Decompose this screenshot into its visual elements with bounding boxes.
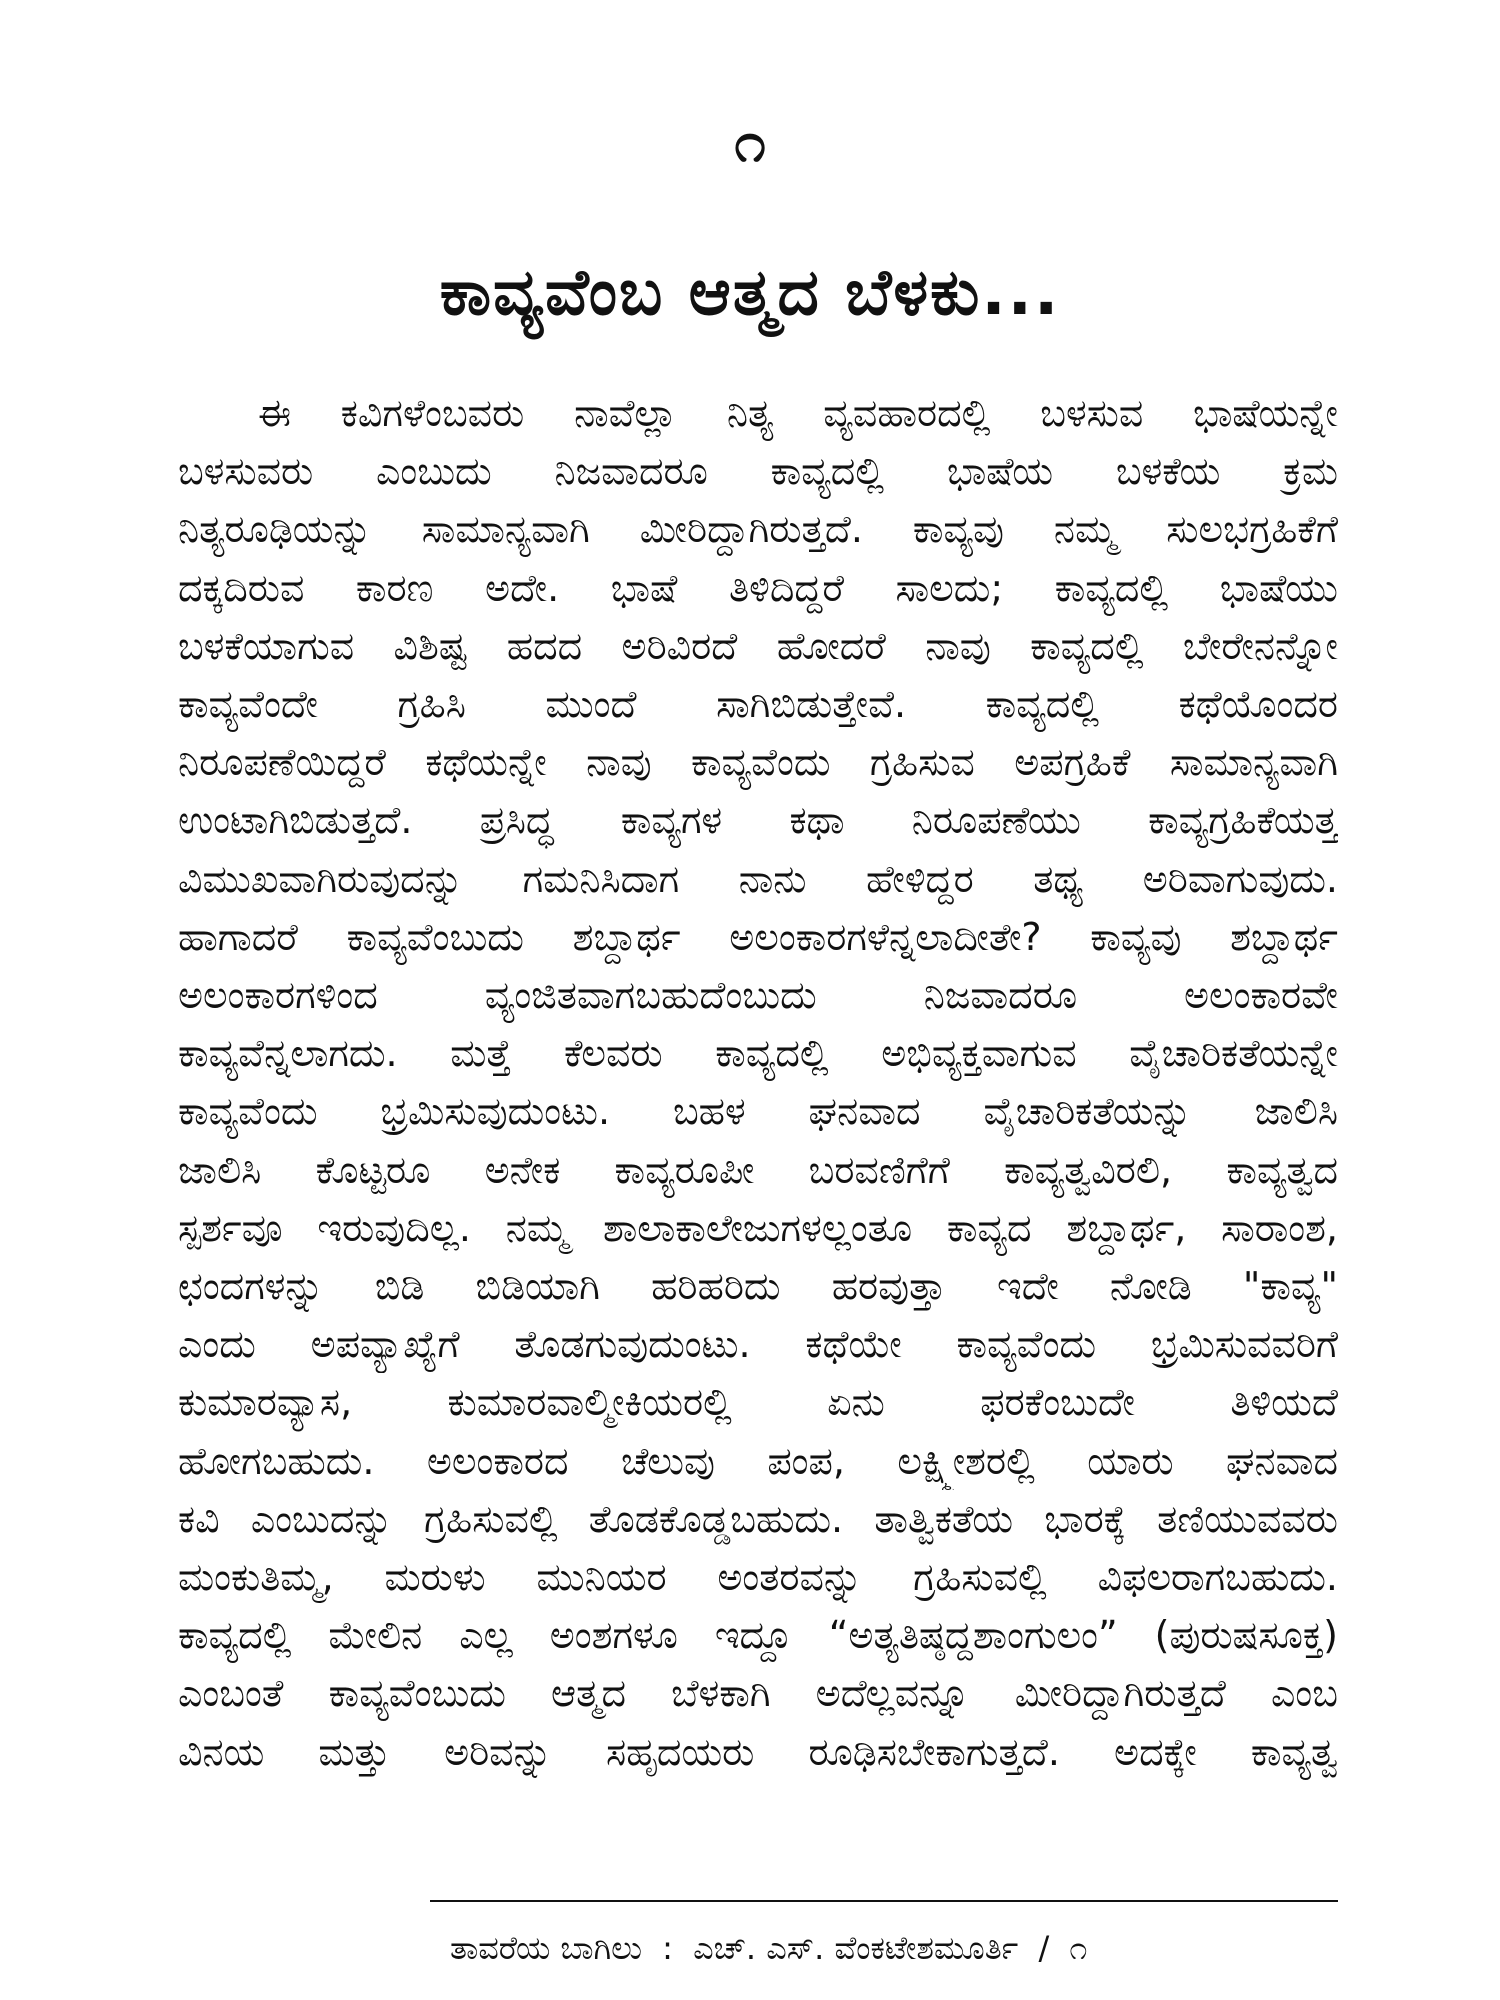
paragraph-line: ಎಂಬಂತೆ ಕಾವ್ಯವೆಂಬುದು ಆತ್ಮದ ಬೆಳಕಾಗಿ ಅದೆಲ್ಲವನ್ನೂ ಮೀರಿದ್ದಾಗಿರುತ್ತದೆ ಎಂಬ xyxy=(178,1671,1338,1716)
paragraph-line: ಕಾವ್ಯವೆಂದು ಭ್ರಮಿಸುವುದುಂಟು. ಬಹಳ ಘನವಾದ ವೈಚಾರಿಕತೆಯನ್ನು ಜಾಲಿಸಿ xyxy=(178,1089,1338,1134)
book-title: ತಾವರೆಯ ಬಾಗಿಲು xyxy=(450,1929,642,1967)
paragraph-line: ಬಳಕೆಯಾಗುವ ವಿಶಿಷ್ಟ ಹದದ ಅರಿವಿರದೆ ಹೋದರೆ ನಾವು ಕಾವ್ಯದಲ್ಲಿ ಬೇರೇನನ್ನೋ xyxy=(178,623,1338,668)
footer-divider xyxy=(430,1900,1338,1902)
paragraph-line: ಕುಮಾರವ್ಯಾಸ, ಕುಮಾರವಾಲ್ಮೀಕಿಯರಲ್ಲಿ ಏನು ಫರಕೆಂಬುದೇ ತಿಳಿಯದೆ xyxy=(178,1380,1338,1425)
paragraph-line: ಕಾವ್ಯವೆನ್ನಲಾಗದು. ಮತ್ತೆ ಕೆಲವರು ಕಾವ್ಯದಲ್ಲಿ ಅಭಿವ್ಯಕ್ತವಾಗುವ ವೈಚಾರಿಕತೆಯನ್ನೇ xyxy=(178,1031,1338,1076)
body-paragraph xyxy=(178,384,1338,1781)
footer-page-number: ೧ xyxy=(1069,1929,1088,1967)
running-footer xyxy=(450,1924,1338,1972)
paragraph-line: ಕಾವ್ಯದಲ್ಲಿ ಮೇಲಿನ ಎಲ್ಲ ಅಂಶಗಳೂ ಇದ್ದೂ “ಅತ್ಯತಿಷ್ಠದ್ದಶಾಂಗುಲಂ” (ಪುರುಷಸೂಕ್ತ) xyxy=(178,1613,1338,1658)
paragraph-line: ಸ್ಪರ್ಶವೂ ಇರುವುದಿಲ್ಲ. ನಮ್ಮ ಶಾಲಾಕಾಲೇಜುಗಳಲ್ಲಂತೂ ಕಾವ್ಯದ ಶಬ್ದಾರ್ಥ, ಸಾರಾಂಶ, xyxy=(178,1205,1338,1250)
paragraph-line: ವಿನಯ ಮತ್ತು ಅರಿವನ್ನು ಸಹೃದಯರು ರೂಢಿಸಬೇಕಾಗುತ್ತದೆ. ಅದಕ್ಕೇ ಕಾವ್ಯತ್ವ xyxy=(178,1729,1338,1774)
page-number: ೧ xyxy=(734,110,766,175)
paragraph-line: ಹಾಗಾದರೆ ಕಾವ್ಯವೆಂಬುದು ಶಬ್ದಾರ್ಥ ಅಲಂಕಾರಗಳೆನ್ನಲಾದೀತೇ? ಕಾವ್ಯವು ಶಬ್ದಾರ್ಥ xyxy=(178,914,1338,959)
footer-separator: : xyxy=(662,1929,673,1967)
paragraph-line: ಕವಿ ಎಂಬುದನ್ನು ಗ್ರಹಿಸುವಲ್ಲಿ ತೊಡಕೊಡ್ಡಬಹುದು. ತಾತ್ವಿಕತೆಯ ಭಾರಕ್ಕೆ ತಣಿಯುವವರು xyxy=(178,1496,1338,1541)
paragraph-line: ದಕ್ಕದಿರುವ ಕಾರಣ ಅದೇ. ಭಾಷೆ ತಿಳಿದಿದ್ದರೆ ಸಾಲದು; ಕಾವ್ಯದಲ್ಲಿ ಭಾಷೆಯು xyxy=(178,565,1338,610)
paragraph-line: ಜಾಲಿಸಿ ಕೊಟ್ಟರೂ ಅನೇಕ ಕಾವ್ಯರೂಪೀ ಬರವಣಿಗೆಗೆ ಕಾವ್ಯತ್ವವಿರಲಿ, ಕಾವ್ಯತ್ವದ xyxy=(178,1147,1338,1192)
paragraph-line: ಈ ಕವಿಗಳೆಂಬವರು ನಾವೆಲ್ಲಾ ನಿತ್ಯ ವ್ಯವಹಾರದಲ್ಲಿ ಬಳಸುವ ಭಾಷೆಯನ್ನೇ xyxy=(258,391,1338,435)
chapter-title: ಕಾವ್ಯವೆಂಬ ಆತ್ಮದ ಬೆಳಕು... xyxy=(439,256,1061,330)
paragraph-line: ವಿಮುಖವಾಗಿರುವುದನ್ನು ಗಮನಿಸಿದಾಗ ನಾನು ಹೇಳಿದ್ದರ ತಥ್ಯ ಅರಿವಾಗುವುದು. xyxy=(178,856,1338,901)
paragraph-line: ನಿರೂಪಣೆಯಿದ್ದರೆ ಕಥೆಯನ್ನೇ ನಾವು ಕಾವ್ಯವೆಂದು ಗ್ರಹಿಸುವ ಅಪಗ್ರಹಿಕೆ ಸಾಮಾನ್ಯವಾಗಿ xyxy=(178,740,1338,785)
paragraph-line: ಹೋಗಬಹುದು. ಅಲಂಕಾರದ ಚೆಲುವು ಪಂಪ, ಲಕ್ಷ್ಮೀಶರಲ್ಲಿ ಯಾರು ಘನವಾದ xyxy=(178,1438,1338,1483)
author-name: ಎಚ್. ಎಸ್. ವೆಂಕಟೇಶಮೂರ್ತಿ xyxy=(693,1929,1019,1967)
paragraph-line: ನಿತ್ಯರೂಢಿಯನ್ನು ಸಾಮಾನ್ಯವಾಗಿ ಮೀರಿದ್ದಾಗಿರುತ್ತದೆ. ಕಾವ್ಯವು ನಮ್ಮ ಸುಲಭಗ್ರಹಿಕೆಗೆ xyxy=(178,507,1338,552)
paragraph-line: ಮಂಕುತಿಮ್ಮ, ಮರುಳು ಮುನಿಯರ ಅಂತರವನ್ನು ಗ್ರಹಿಸುವಲ್ಲಿ ವಿಫಲರಾಗಬಹುದು. xyxy=(178,1555,1338,1600)
paragraph-line: ಅಲಂಕಾರಗಳಿಂದ ವ್ಯಂಜಿತವಾಗಬಹುದೆಂಬುದು ನಿಜವಾದರೂ ಅಲಂಕಾರವೇ xyxy=(178,973,1338,1018)
paragraph-line: ಕಾವ್ಯವೆಂದೇ ಗ್ರಹಿಸಿ ಮುಂದೆ ಸಾಗಿಬಿಡುತ್ತೇವೆ. ಕಾವ್ಯದಲ್ಲಿ ಕಥೆಯೊಂದರ xyxy=(178,682,1338,727)
paragraph-line: ಎಂದು ಅಪವ್ಯಾಖ್ಯೆಗೆ ತೊಡಗುವುದುಂಟು. ಕಥೆಯೇ ಕಾವ್ಯವೆಂದು ಭ್ರಮಿಸುವವರಿಗೆ xyxy=(178,1322,1338,1367)
footer-slash: / xyxy=(1038,1929,1050,1967)
paragraph-line: ಉಂಟಾಗಿಬಿಡುತ್ತದೆ. ಪ್ರಸಿದ್ಧ ಕಾವ್ಯಗಳ ಕಥಾ ನಿರೂಪಣೆಯು ಕಾವ್ಯಗ್ರಹಿಕೆಯತ್ತ xyxy=(178,798,1338,843)
paragraph-line: ಬಳಸುವರು ಎಂಬುದು ನಿಜವಾದರೂ ಕಾವ್ಯದಲ್ಲಿ ಭಾಷೆಯ ಬಳಕೆಯ ಕ್ರಮ xyxy=(178,449,1338,494)
paragraph-line: ಛಂದಗಳನ್ನು ಬಿಡಿ ಬಿಡಿಯಾಗಿ ಹರಿಹರಿದು ಹರವುತ್ತಾ ಇದೇ ನೋಡಿ "ಕಾವ್ಯ" xyxy=(178,1264,1338,1309)
